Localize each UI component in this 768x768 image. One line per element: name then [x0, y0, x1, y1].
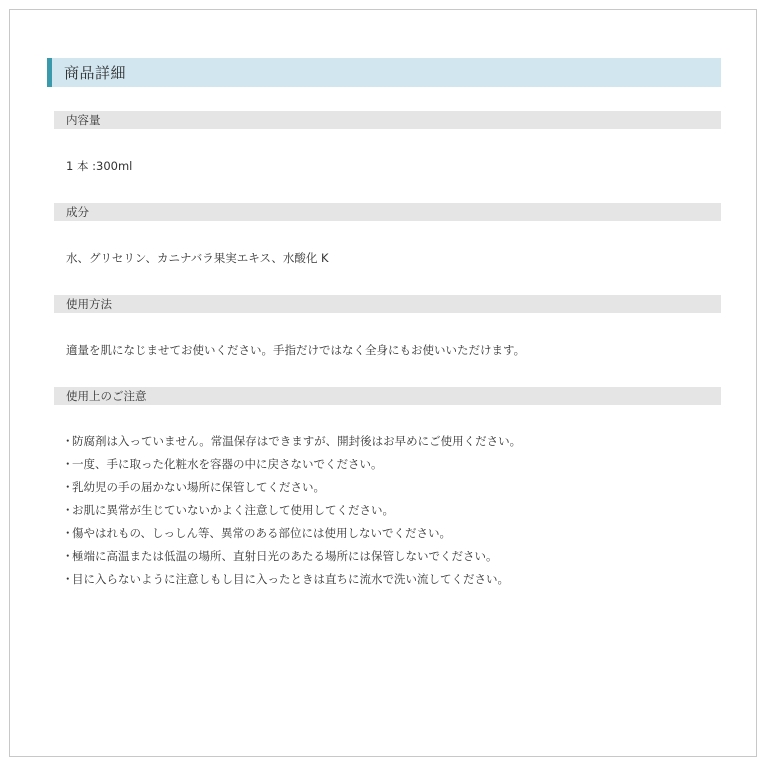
bullet: ・ [62, 434, 74, 448]
caution-text: 乳幼児の手の届かない場所に保管してください。 [72, 480, 325, 494]
caution-item [62, 525, 521, 548]
usage-text: 適量を肌になじませてお使いください。手指だけではなく全身にもお使いいただけます。 [66, 343, 526, 357]
cautions-heading: 使用上のご注意 [66, 389, 147, 403]
product-details-header [47, 58, 721, 87]
bullet: ・ [62, 457, 74, 471]
caution-item [62, 548, 521, 571]
caution-item [62, 502, 521, 525]
cautions-section-header [54, 387, 721, 405]
page-title: 商品詳細 [64, 64, 127, 82]
caution-text: 防腐剤は入っていません。常温保存はできますが、開封後はお早めにご使用ください。 [72, 434, 522, 448]
ingredients-heading: 成分 [66, 205, 89, 219]
usage-section-header [54, 295, 721, 313]
bullet: ・ [62, 526, 74, 540]
volume-section-header [54, 111, 721, 129]
caution-text: 極端に高温または低温の場所、直射日光のあたる場所には保管しないでください。 [72, 549, 498, 563]
usage-heading: 使用方法 [66, 297, 112, 311]
caution-item [62, 433, 521, 456]
caution-item [62, 479, 521, 502]
volume-text: 1 本 :300ml [66, 159, 133, 173]
ingredients-section-header [54, 203, 721, 221]
caution-text: 傷やはれもの、しっしん等、異常のある部位には使用しないでください。 [72, 526, 452, 540]
caution-text: 一度、手に取った化粧水を容器の中に戻さないでください。 [72, 457, 383, 471]
ingredients-text: 水、グリセリン、カニナバラ果実エキス、水酸化 K [66, 251, 329, 265]
caution-item [62, 456, 521, 479]
volume-heading: 内容量 [66, 113, 101, 127]
caution-item [62, 571, 521, 594]
caution-text: お肌に異常が生じていないかよく注意して使用してください。 [72, 503, 394, 517]
bullet: ・ [62, 549, 74, 563]
bullet: ・ [62, 480, 74, 494]
cautions-list [62, 433, 521, 594]
caution-text: 目に入らないように注意しもし目に入ったときは直ちに流水で洗い流してください。 [72, 572, 509, 586]
bullet: ・ [62, 572, 74, 586]
bullet: ・ [62, 503, 74, 517]
